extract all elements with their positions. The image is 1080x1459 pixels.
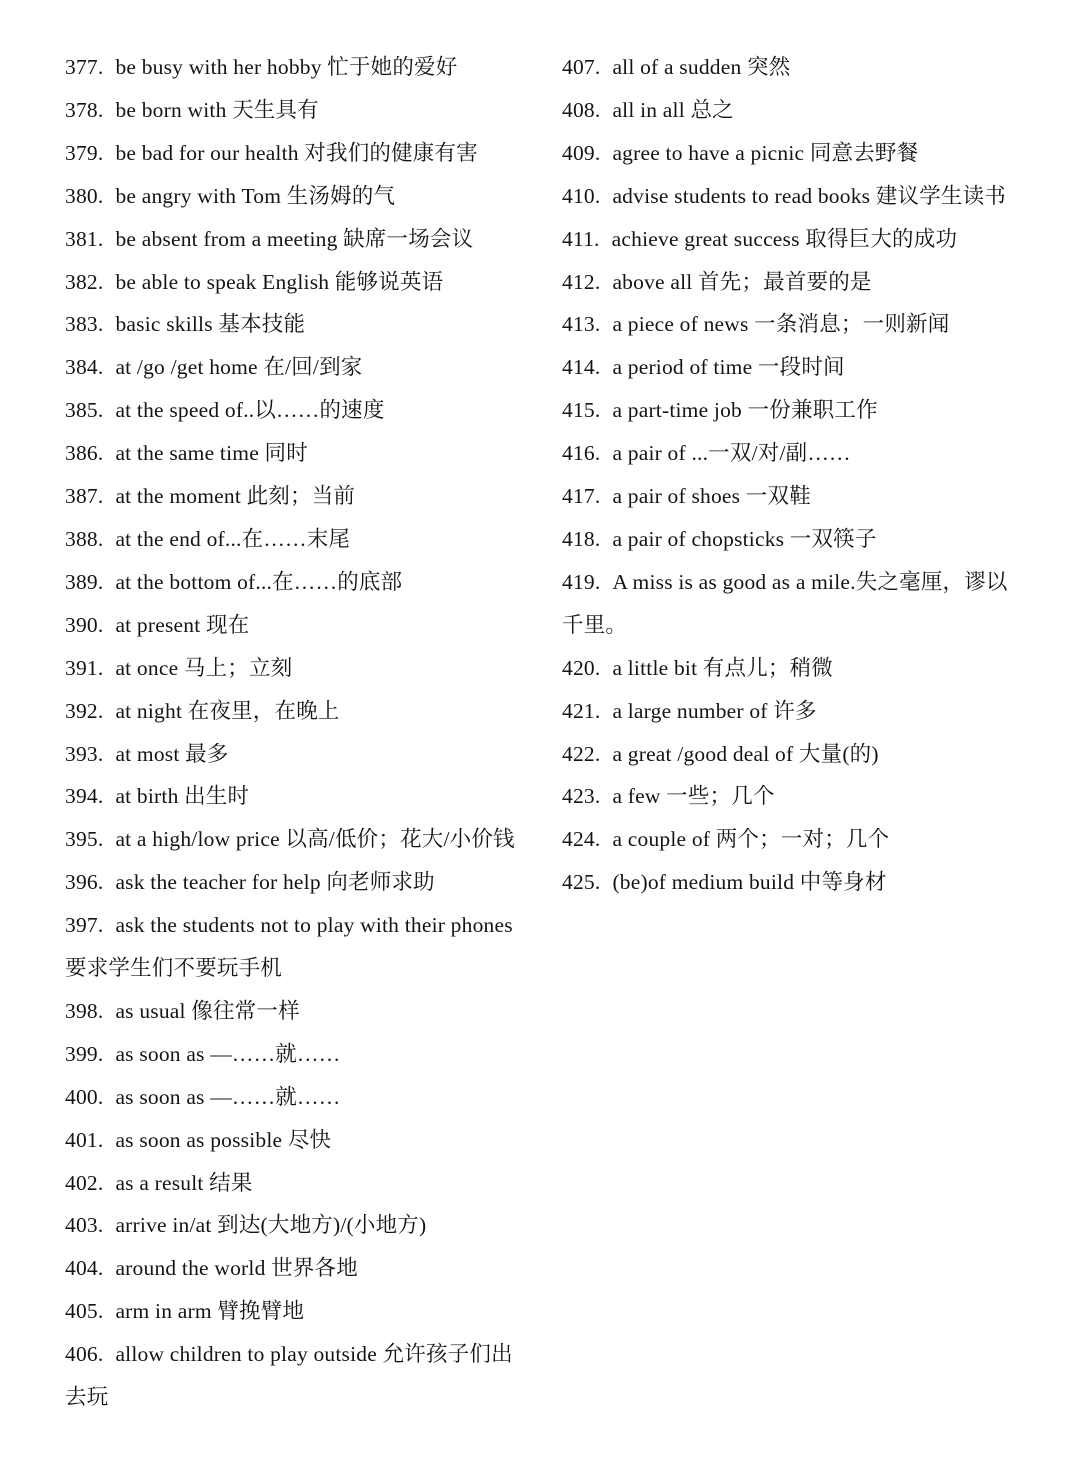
entry-number: 423. (562, 784, 601, 809)
entry-number: 400. (65, 1084, 104, 1109)
phrase-entry (65, 647, 515, 690)
entry-number: 389. (65, 569, 104, 594)
entry-number: 384. (65, 355, 104, 380)
entry-number: 385. (65, 398, 104, 423)
entry-text: as soon as possible 尽快 (115, 1127, 332, 1152)
entry-number: 383. (65, 312, 104, 337)
phrase-entry (65, 132, 515, 175)
entry-text: agree to have a picnic 同意去野餐 (612, 140, 919, 165)
phrase-entry (562, 561, 1017, 647)
entry-text: at the moment 此刻；当前 (115, 484, 356, 509)
phrase-entry (65, 89, 515, 132)
phrase-entry (65, 733, 515, 776)
phrase-entry (65, 475, 515, 518)
entry-number: 407. (562, 55, 601, 79)
entry-text: be bad for our health 对我们的健康有害 (115, 140, 478, 165)
entry-text: a few 一些；几个 (612, 784, 775, 809)
phrase-entry (65, 1076, 515, 1119)
entry-number: 386. (65, 441, 104, 466)
phrase-entry (562, 818, 1017, 861)
phrase-entry (65, 1204, 515, 1247)
entry-number: 411. (562, 226, 600, 251)
entry-number: 412. (562, 269, 601, 294)
entry-number: 377. (65, 55, 104, 79)
entry-number: 403. (65, 1213, 104, 1238)
entry-number: 416. (562, 441, 601, 466)
entry-number: 405. (65, 1299, 104, 1324)
phrase-entry (562, 775, 1017, 818)
entry-text: advise students to read books 建议学生读书 (612, 183, 1006, 208)
entry-text: a pair of ...一双/对/副…… (612, 441, 851, 466)
entry-text: all in all 总之 (612, 97, 734, 122)
entry-text: be absent from a meeting 缺席一场会议 (115, 226, 474, 251)
entry-text: a pair of chopsticks 一双筷子 (612, 526, 877, 551)
phrase-entry (562, 132, 1017, 175)
phrase-entry (65, 389, 515, 432)
entry-text: a pair of shoes 一双鞋 (612, 484, 811, 509)
entry-number: 410. (562, 183, 601, 208)
phrase-entry (562, 89, 1017, 132)
entry-text: at /go /get home 在/回/到家 (115, 355, 363, 380)
phrase-entry (65, 561, 515, 604)
entry-number: 408. (562, 97, 601, 122)
phrase-entry (65, 861, 515, 904)
entry-text: at the speed of..以……的速度 (115, 398, 385, 423)
entry-text: at birth 出生时 (115, 784, 250, 809)
entry-text: a part-time job 一份兼职工作 (612, 398, 878, 423)
phrase-entry (562, 432, 1017, 475)
entry-text: be busy with her hobby 忙于她的爱好 (115, 55, 458, 79)
phrase-entry (65, 218, 515, 261)
entry-text: a great /good deal of 大量(的) (612, 741, 879, 766)
entry-number: 382. (65, 269, 104, 294)
entry-number: 381. (65, 226, 104, 251)
entry-text: as a result 结果 (115, 1170, 253, 1195)
entry-number: 395. (65, 827, 104, 852)
entry-number: 409. (562, 140, 601, 165)
left-column (65, 46, 515, 1419)
entry-text: around the world 世界各地 (115, 1256, 358, 1281)
entry-number: 414. (562, 355, 601, 380)
entry-number: 421. (562, 698, 601, 723)
phrase-entry (562, 690, 1017, 733)
entry-number: 388. (65, 526, 104, 551)
entry-text: be angry with Tom 生汤姆的气 (115, 183, 396, 208)
entry-text: above all 首先；最首要的是 (612, 269, 872, 294)
phrase-entry (562, 218, 1017, 261)
phrase-entry (65, 1247, 515, 1290)
phrase-entry (65, 346, 515, 389)
entry-text: a couple of 两个；一对；几个 (612, 827, 890, 852)
phrase-entry (65, 1119, 515, 1162)
entry-text: at the same time 同时 (115, 441, 308, 466)
phrase-entry (562, 261, 1017, 304)
entry-number: 392. (65, 698, 104, 723)
entry-text: a period of time 一段时间 (612, 355, 845, 380)
entry-number: 379. (65, 140, 104, 165)
entry-text: as soon as —……就…… (115, 1041, 341, 1066)
phrase-entry (65, 175, 515, 218)
entry-text: all of a sudden 突然 (612, 55, 791, 79)
entry-text: as usual 像往常一样 (115, 998, 300, 1023)
phrase-entry (562, 733, 1017, 776)
entry-text: basic skills 基本技能 (115, 312, 306, 337)
phrase-entry (562, 46, 1017, 89)
phrase-entry (65, 518, 515, 561)
phrase-entry (65, 775, 515, 818)
phrase-entry (65, 818, 515, 861)
entry-number: 402. (65, 1170, 104, 1195)
entry-number: 399. (65, 1041, 104, 1066)
entry-number: 425. (562, 870, 601, 895)
entry-number: 404. (65, 1256, 104, 1281)
entry-number: 390. (65, 612, 104, 637)
entry-number: 396. (65, 870, 104, 895)
entry-text: at present 现在 (115, 612, 250, 637)
phrase-entry (562, 475, 1017, 518)
entry-number: 378. (65, 97, 104, 122)
phrase-entry (65, 1033, 515, 1076)
phrase-entry (562, 647, 1017, 690)
phrase-entry (65, 303, 515, 346)
entry-number: 417. (562, 484, 601, 509)
phrase-entry (562, 303, 1017, 346)
phrase-entry (65, 604, 515, 647)
phrase-entry (65, 432, 515, 475)
entry-text: arrive in/at 到达(大地方)/(小地方) (115, 1213, 427, 1238)
phrase-entry (562, 518, 1017, 561)
entry-text: be able to speak English 能够说英语 (115, 269, 444, 294)
entry-text: allow children to play outside 允许孩子们出去玩 (65, 1342, 513, 1410)
entry-text: at once 马上；立刻 (115, 655, 293, 680)
entry-number: 413. (562, 312, 601, 337)
entry-text: a piece of news 一条消息；一则新闻 (612, 312, 950, 337)
entry-text: be born with 天生具有 (115, 97, 319, 122)
right-column (562, 46, 1017, 904)
entry-number: 391. (65, 655, 104, 680)
entry-text: (be)of medium build 中等身材 (612, 870, 887, 895)
entry-text: arm in arm 臂挽臂地 (115, 1299, 305, 1324)
phrase-entry (65, 261, 515, 304)
entry-number: 398. (65, 998, 104, 1023)
phrase-entry (65, 1333, 515, 1419)
entry-number: 393. (65, 741, 104, 766)
entry-text: as soon as —……就…… (115, 1084, 341, 1109)
entry-text: at a high/low price 以高/低价；花大/小价钱 (115, 827, 515, 852)
entry-number: 380. (65, 183, 104, 208)
phrase-entry (562, 389, 1017, 432)
entry-number: 401. (65, 1127, 104, 1152)
phrase-entry (65, 1162, 515, 1205)
entry-text: at most 最多 (115, 741, 229, 766)
phrase-entry (562, 346, 1017, 389)
entry-text: ask the teacher for help 向老师求助 (115, 870, 435, 895)
entry-number: 422. (562, 741, 601, 766)
entry-number: 418. (562, 526, 601, 551)
entry-text: a little bit 有点儿；稍微 (612, 655, 834, 680)
entry-number: 394. (65, 784, 104, 809)
entry-number: 420. (562, 655, 601, 680)
phrase-entry (65, 904, 515, 990)
entry-number: 397. (65, 913, 104, 938)
phrase-entry (65, 1290, 515, 1333)
entry-number: 424. (562, 827, 601, 852)
entry-text: at night 在夜里，在晚上 (115, 698, 340, 723)
entry-number: 387. (65, 484, 104, 509)
phrase-entry (65, 990, 515, 1033)
entry-text: ask the students not to play with their phones 要求学生们不要玩手机 (65, 913, 513, 981)
phrase-entry (562, 175, 1017, 218)
entry-text: at the end of...在……末尾 (115, 526, 351, 551)
entry-text: A miss is as good as a mile.失之毫厘，谬以千里。 (562, 569, 1008, 637)
entry-text: a large number of 许多 (612, 698, 817, 723)
entry-number: 415. (562, 398, 601, 423)
entry-number: 406. (65, 1342, 104, 1367)
entry-number: 419. (562, 569, 601, 594)
entry-text: at the bottom of...在……的底部 (115, 569, 403, 594)
phrase-entry (562, 861, 1017, 904)
entry-text: achieve great success 取得巨大的成功 (611, 226, 958, 251)
phrase-entry (65, 690, 515, 733)
phrase-entry (65, 46, 515, 89)
